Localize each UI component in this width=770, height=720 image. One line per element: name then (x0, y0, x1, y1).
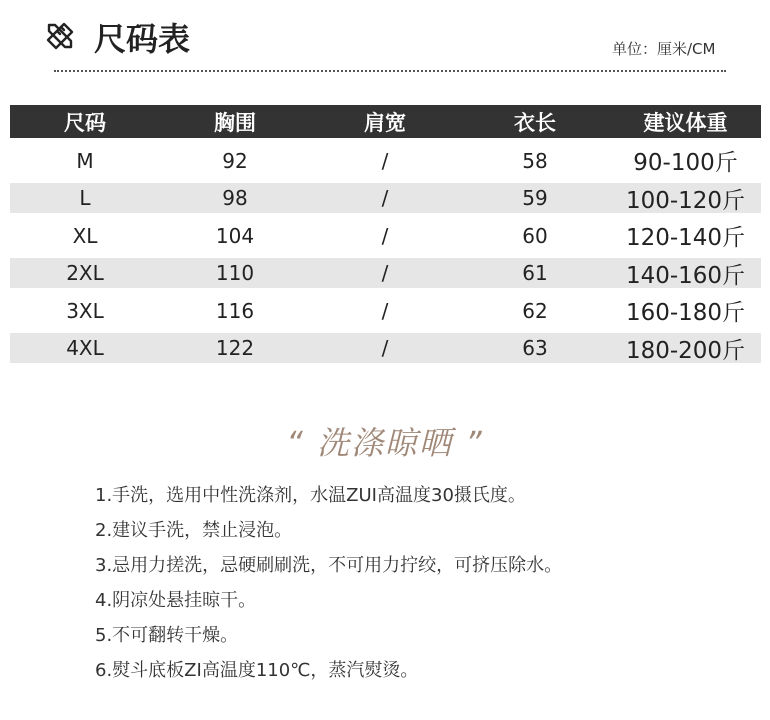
ruler-pencil-icon (44, 20, 76, 52)
column-header: 肩宽 (364, 110, 406, 135)
table-cell: / (381, 336, 389, 360)
table-cell: 104 (215, 223, 255, 248)
table-row (10, 138, 761, 183)
table-cell: / (381, 223, 389, 248)
table-cell: / (381, 261, 389, 285)
table-cell: 140-160斤 (625, 262, 746, 289)
table-cell: XL (72, 223, 98, 248)
table-cell: 98 (222, 186, 248, 210)
table-cell: 63 (522, 336, 548, 360)
table-cell: / (381, 148, 389, 173)
list-item: 1.手洗，选用中性洗涤剂，水温ZUI高温度30摄氏度。 (95, 485, 526, 506)
table-cell: M (76, 148, 94, 173)
table-row (10, 333, 761, 363)
table-cell: 120-140斤 (625, 225, 746, 251)
table-cell: L (79, 186, 91, 210)
table-cell: 116 (215, 298, 255, 323)
unit-label: 单位：厘米/CM (612, 40, 716, 58)
table-cell: / (381, 298, 389, 323)
table-cell: 92 (222, 148, 248, 173)
table-cell: 2XL (66, 261, 104, 285)
table-cell: 62 (522, 298, 548, 323)
table-cell: 3XL (66, 298, 104, 323)
table-row (10, 288, 761, 333)
table-row (10, 183, 761, 213)
table-cell: 180-200斤 (625, 337, 746, 364)
page-title: 尺码表 (94, 20, 191, 58)
table-cell: 4XL (66, 336, 104, 360)
table-row (10, 213, 761, 258)
table-cell: 100-120斤 (625, 187, 746, 214)
table-cell: 110 (215, 261, 255, 285)
list-item: 5.不可翻转干燥。 (95, 625, 239, 646)
header (0, 0, 770, 80)
table-cell: 60 (522, 223, 548, 248)
table-cell: 58 (522, 148, 548, 173)
table-cell: 61 (522, 261, 548, 285)
column-header: 衣长 (514, 110, 556, 135)
size-table (10, 105, 761, 363)
care-title: “ 洗涤晾晒 ” (286, 424, 484, 462)
list-item: 2.建议手洗，禁止浸泡。 (95, 520, 293, 541)
table-cell: / (381, 186, 389, 210)
column-header: 胸围 (214, 110, 256, 135)
table-cell: 90-100斤 (633, 150, 738, 176)
table-cell: 59 (522, 186, 548, 210)
list-item: 6.熨斗底板ZI高温度110℃，蒸汽熨烫。 (95, 660, 419, 681)
column-header: 尺码 (64, 110, 106, 135)
table-row (10, 258, 761, 288)
dotted-divider (54, 70, 726, 72)
table-header (10, 105, 761, 138)
table-cell: 122 (215, 336, 255, 360)
list-item: 4.阴凉处悬挂晾干。 (95, 590, 257, 611)
list-item: 3.忌用力搓洗，忌硬刷刷洗，不可用力拧绞，可挤压除水。 (95, 555, 563, 576)
column-header: 建议体重 (643, 110, 728, 135)
table-cell: 160-180斤 (625, 300, 746, 326)
care-instructions (95, 482, 562, 692)
